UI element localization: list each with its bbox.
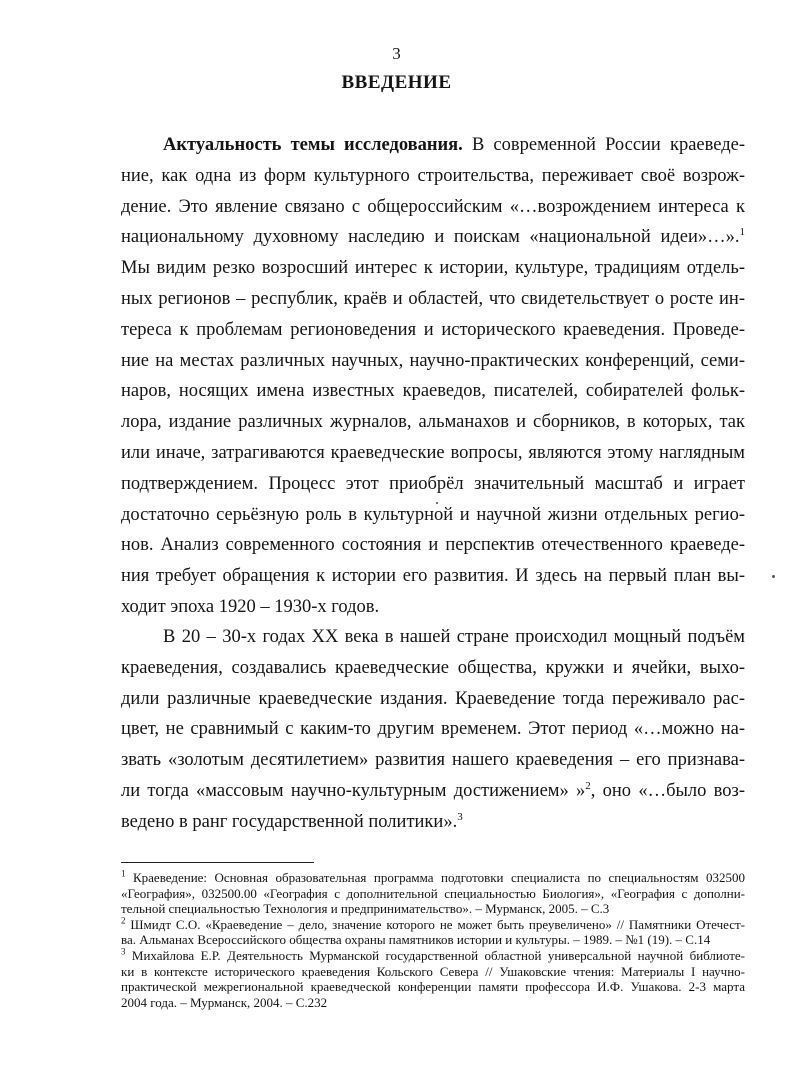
paragraph-line: ние, как одна из форм культурного строительства, переживает своё возрож- — [121, 165, 745, 186]
paragraph-line: тереса к проблемам регионоведения и исторического краеведения. Проведе- — [121, 319, 745, 340]
footnote-ref: 3 — [457, 810, 463, 823]
paragraph-line: достаточно серьёзную роль в культурной и научной жизни отдельных регио- — [121, 504, 745, 525]
paragraph-line: ние на местах различных научных, научно-практических конференций, семи- — [121, 350, 745, 371]
footnote-number: 1 — [121, 868, 126, 879]
paragraph-line: цвет, не сравнимый с каким-то другим временем. Этот период «…можно на- — [121, 719, 745, 740]
paragraph-line: ходит эпоха 1920 – 1930-х годов. — [121, 596, 380, 617]
paragraph-relevance — [121, 130, 745, 623]
footnote-line: «География», 032500.00 «География с дополнительной специальностью Биология», «География с дополни- — [121, 885, 745, 901]
footnote-line: $^1$ Краеведение: Основная образовательная программа подготовки специалиста по специальностям 032500 — [121, 868, 745, 885]
paragraph-line: ли тогда «массовым научно-культурным достижением» »$^2$, оно «…было воз- — [121, 779, 745, 801]
lead-phrase: Актуальность темы исследования. — [163, 135, 463, 155]
paragraph-line: национальному духовному наследию и поискам «национальной идеи»…».$^1$ — [121, 226, 745, 248]
paragraph-line: краеведения, создавались краеведческие общества, кружки и ячейки, выхо- — [121, 657, 745, 678]
footnote-number: 2 — [121, 915, 126, 926]
footnote-line: ки в контексте исторического краеведения Кольского Севера // Ушаковские чтения: Материалы I научно- — [121, 963, 745, 979]
paragraph-line: нов. Анализ современного состояния и перспектив отечественного краеведе- — [121, 535, 745, 556]
paragraph-line: дение. Это явление связано с общероссийским «…возрождением интереса к — [121, 196, 745, 217]
paragraph-line: Актуальность темы исследования. В современной России краеведе- — [163, 135, 746, 155]
footnote-number: 3 — [121, 946, 126, 957]
scan-artifact — [436, 502, 438, 504]
footnote-divider — [121, 862, 314, 863]
paragraph-line: подтверждением. Процесс этот приобрёл значительный масштаб и играет — [121, 473, 745, 494]
paragraph-line: Мы видим резко возросший интерес к истории, культуре, традициям отдель- — [121, 258, 745, 279]
footnote-line: тельной специальностью Технология и предпринимательство». – Мурманск, 2005. – С.3 — [121, 901, 610, 917]
paragraph-line: ния требует обращения к истории его развития. И здесь на первый план вы- — [121, 566, 745, 587]
section-heading: ВВЕДЕНИЕ — [341, 72, 452, 93]
paragraph-line: лора, издание различных журналов, альманахов и сборников, в которых, так — [121, 412, 745, 433]
paragraph-line: В 20 – 30-х годах XX века в нашей стране происходил мощный подъём — [163, 627, 745, 647]
paragraph-line: наров, носящих имена известных краеведов, писателей, собирателей фольк- — [121, 381, 745, 402]
footnote-line: ва. Альманах Всероссийского общества охраны памятников истории и культуры. – 1989. – №1 (19). – С.14 — [121, 932, 711, 948]
scan-artifact — [772, 575, 775, 578]
paragraph-line: ных регионов – республик, краёв и областей, что свидетельствует о росте ин- — [121, 288, 745, 309]
paragraph-line: или иначе, затрагиваются краеведческие вопросы, являются этому наглядным — [121, 442, 745, 463]
footnote-ref: 1 — [739, 226, 745, 239]
footnote-line: $^3$ Михайлова Е.Р. Деятельность Мурманской государственной областной универсальной научной библиоте- — [121, 946, 745, 963]
page-number: 3 — [392, 44, 401, 63]
footnote-ref: 2 — [585, 779, 591, 792]
footnote-line: $^2$ Шмидт С.О. «Краеведение – дело, значение которого не может быть преувеличено» // Памятники Отечест- — [121, 915, 745, 932]
paragraph-line: дили различные краеведческие издания. Краеведение тогда переживало рас- — [121, 688, 745, 709]
footnotes — [121, 870, 745, 1010]
paragraph-history — [121, 622, 745, 838]
paragraph-line: ведено в ранг государственной политики».$^3$ — [121, 810, 463, 832]
footnote-line: практической межрегиональной краеведческой конференции памяти профессора И.Ф. Ушакова. 2-3 марта — [121, 979, 745, 995]
footnote-line: 2004 года. – Мурманск, 2004. – С.232 — [121, 994, 328, 1010]
paragraph-line: звать «золотым десятилетием» развития нашего краеведения – его признава- — [121, 750, 745, 771]
